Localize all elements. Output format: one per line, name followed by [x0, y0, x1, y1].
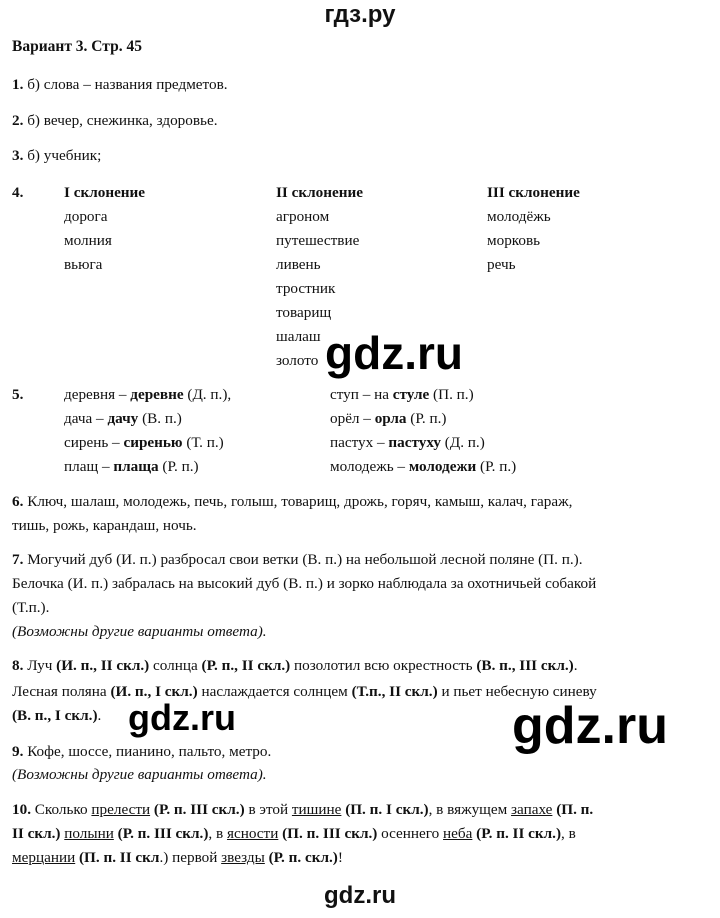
answer-text: Кофе, шоссе, пианино, пальто, метро. [23, 743, 272, 760]
answer-number: 1. [12, 76, 24, 93]
word: товарищ [276, 304, 332, 321]
answer-10: 10. Сколько прелести (Р. п. III скл.) в этой тишине (П. п. I скл.), в вяжущем запахе (П. п. [12, 801, 594, 818]
case-form: деревня – деревне (Д. п.), [64, 386, 232, 403]
word: дорога [64, 208, 108, 225]
answer-number: 10. [12, 801, 31, 818]
answer-4-number: 4. [12, 184, 24, 201]
watermark: gdz.ru [128, 697, 236, 738]
answer-10-cont: мерцании (П. п. II скл.) первой звезды (Р. п. скл.)! [12, 849, 343, 866]
answer-8-cont: (В. п., I скл.). [12, 707, 102, 724]
answer-7 [12, 550, 583, 570]
word: речь [487, 256, 516, 273]
answer-9 [12, 742, 271, 762]
declension-column-3 [487, 181, 580, 277]
answer-3 [12, 146, 101, 166]
answer-number: 8. [12, 657, 24, 674]
answer-2 [12, 111, 218, 131]
word: молния [64, 232, 112, 249]
case-form: орёл – орла (Р. п.) [330, 410, 447, 427]
answer-8-cont: Лесная поляна (И. п., I скл.) наслаждается солнцем (Т.п., II скл.) и пьет небесную синеву [12, 683, 597, 700]
case-form: плащ – плаща (Р. п.) [64, 458, 199, 475]
case-form: ступ – на стуле (П. п.) [330, 386, 474, 403]
page-title: Вариант 3. Стр. 45 [12, 38, 142, 55]
site-footer: gdz.ru [324, 882, 396, 909]
watermark: gdz.ru [325, 327, 463, 379]
case-form: пастух – пастуху (Д. п.) [330, 434, 485, 451]
word: агроном [276, 208, 330, 225]
case-form: молодежь – молодежи (Р. п.) [330, 458, 517, 475]
word: шалаш [276, 328, 321, 345]
word: путешествие [276, 232, 360, 249]
answer-7-cont: (Т.п.). [12, 599, 50, 616]
answer-text: б) слова – названия предметов. [23, 76, 228, 93]
answer-number: 6. [12, 493, 24, 510]
case-form: дача – дачу (В. п.) [64, 410, 182, 427]
answer-note: (Возможны другие варианты ответа). [12, 623, 267, 640]
case-form: сирень – сиренью (Т. п.) [64, 434, 224, 451]
answer-text: Ключ, шалаш, молодежь, печь, голыш, товарищ, дрожь, горяч, камыш, калач, гараж, [23, 493, 573, 510]
word: ливень [276, 256, 321, 273]
answer-number: 7. [12, 551, 24, 568]
answer-10-cont: II скл.) полыни (Р. п. III скл.), в ясности (П. п. III скл.) осеннего неба (Р. п. II скл.), в [12, 825, 576, 842]
answer-1 [12, 75, 228, 95]
column-header: III склонение [487, 184, 580, 201]
word: вьюга [64, 256, 103, 273]
answer-text: Могучий дуб (И. п.) разбросал свои ветки (В. п.) на небольшой лесной поляне (П. п.). [23, 551, 583, 568]
word: молодёжь [487, 208, 551, 225]
answer-8: 8. Луч (И. п., II скл.) солнца (Р. п., II скл.) позолотил всю окрестность (В. п., III скл.). [12, 657, 578, 674]
answer-note: (Возможны другие варианты ответа). [12, 766, 267, 783]
watermark: gdz.ru [512, 697, 668, 755]
case-forms-right [330, 383, 516, 479]
case-forms-left [64, 383, 231, 479]
answer-7-cont: Белочка (И. п.) забралась на высокий дуб (В. п.) и зорко наблюдала за охотничьей собакой [12, 575, 597, 592]
declension-column-1 [64, 181, 145, 277]
column-header: II склонение [276, 184, 363, 201]
answer-6 [12, 492, 572, 512]
answer-6-cont: тишь, рожь, карандаш, ночь. [12, 517, 197, 534]
column-header: I склонение [64, 184, 146, 201]
word: тростник [276, 280, 336, 297]
answer-number: 3. [12, 147, 24, 164]
word: золото [276, 352, 319, 369]
site-header: гдз.ру [324, 1, 396, 28]
answer-text: б) учебник; [23, 147, 102, 164]
word: морковь [487, 232, 541, 249]
answer-5-number: 5. [12, 386, 24, 403]
answer-number: 9. [12, 743, 24, 760]
answer-text: б) вечер, снежинка, здоровье. [23, 112, 218, 129]
answer-number: 2. [12, 112, 24, 129]
